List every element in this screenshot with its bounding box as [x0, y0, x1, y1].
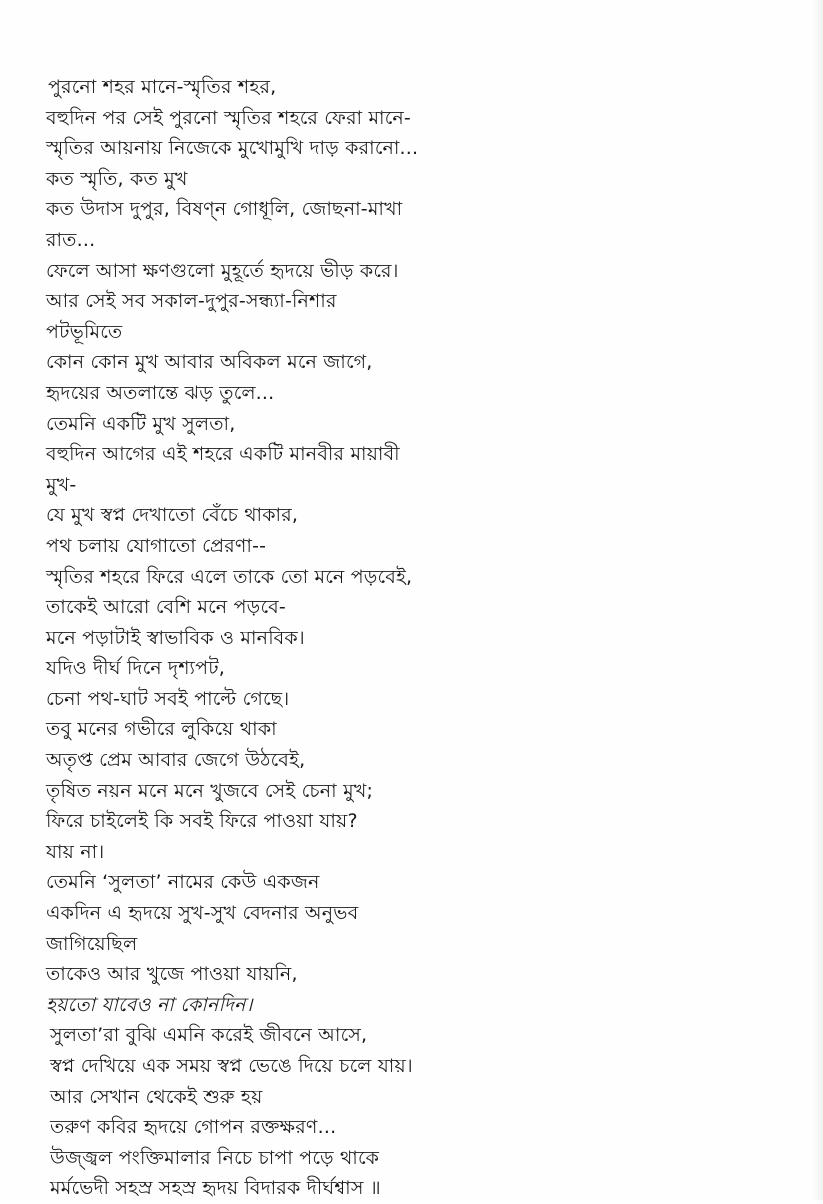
poem-line: জাগিয়েছিল — [46, 932, 138, 955]
page-edge-shadow — [811, 0, 823, 1200]
poem-line: অতৃপ্ত প্রেম আবার জেগে উঠবেই, — [46, 749, 306, 772]
poem-line: তেমনি একটি মুখ সুলতা, — [46, 412, 236, 435]
poem-line: কত স্মৃতি, কত মুখ — [46, 167, 188, 190]
poem-line: চেনা পথ-ঘাট সবই পাল্টে গেছে। — [46, 687, 290, 710]
poem-line: যায় না। — [46, 840, 105, 863]
poem-line: মুখ- — [46, 473, 77, 496]
poem-line: তরুণ কবির হৃদয়ে গোপন রক্তক্ষরণ... — [50, 1116, 337, 1139]
poem-line: পুরনো শহর মানে-স্মৃতির শহর, — [48, 76, 277, 98]
poem-line: কত উদাস দুপুর, বিষণ্ন গোধূলি, জোছনা-মাখা — [46, 198, 403, 221]
poem-line: ফেলে আসা ক্ষণগুলো মুহূর্তে হৃদয়ে ভীড় করে। — [46, 259, 399, 282]
poem-line: পথ চলায় যোগাতো প্রেরণা-- — [46, 534, 267, 557]
poem-line: তবু মনের গভীরে লুকিয়ে থাকা — [46, 718, 277, 741]
poem-line: আর সেই সব সকাল-দুপুর-সন্ধ্যা-নিশার — [46, 290, 337, 313]
poem-line: কোন কোন মুখ আবার অবিকল মনে জাগে, — [46, 351, 373, 374]
poem-line: রাত... — [46, 228, 96, 251]
poem-line: বহুদিন পর সেই পুরনো স্মৃতির শহরে ফেরা মানে- — [46, 106, 411, 129]
poem-line: একদিন এ হৃদয়ে সুখ-সুখ বেদনার অনুভব — [46, 902, 359, 925]
poem-line: তেমনি ‘সুলতা’ নামের কেউ একজন — [46, 871, 320, 894]
poem-line: তাকেও আর খুজে পাওয়া যায়নি, — [46, 963, 298, 986]
poem-line: পটভূমিতে — [46, 320, 123, 343]
poem-line: হৃদয়ের অতলান্তে ঝড় তুলে... — [46, 381, 275, 404]
poem-line: মনে পড়াটাই স্বাভাবিক ও মানবিক। — [46, 626, 305, 649]
poem-line: তৃষিত নয়ন মনে মনে খুজবে সেই চেনা মুখ; — [46, 779, 374, 802]
poem-line: যে মুখ স্বপ্ন দেখাতো বেঁচে থাকার, — [46, 504, 299, 527]
poem-line: আর সেখান থেকেই শুরু হয় — [50, 1085, 263, 1108]
poem-line: সুলতা’রা বুঝি এমনি করেই জীবনে আসে, — [50, 1024, 368, 1047]
poem-line: মর্মভেদী সহস্র সহস্র হৃদয় বিদারক দীর্ঘশ্বাস ॥ — [50, 1177, 381, 1200]
poem-line: ফিরে চাইলেই কি সবই ফিরে পাওয়া যায়? — [46, 810, 358, 833]
poem-line: হয়তো যাবেও না কোনদিন। — [46, 993, 253, 1016]
poem-body — [46, 72, 786, 1204]
poem-line: স্মৃতির আয়নায় নিজেকে মুখোমুখি দাড় করানো... — [46, 137, 419, 160]
poem-line: বহুদিন আগের এই শহরে একটি মানবীর মায়াবী — [46, 443, 400, 466]
poem-line: উজ্জ্বল পংক্তিমালার নিচে চাপা পড়ে থাকে — [50, 1146, 380, 1169]
poem-line: যদিও দীর্ঘ দিনে দৃশ্যপট, — [46, 657, 226, 680]
poem-line: স্বপ্ন দেখিয়ে এক সময় স্বপ্ন ভেঙে দিয়ে চলে যায়। — [50, 1055, 413, 1077]
poem-line: তাকেই আরো বেশি মনে পড়বে- — [46, 596, 286, 619]
poem-line: স্মৃতির শহরে ফিরে এলে তাকে তো মনে পড়বেই, — [46, 565, 413, 588]
